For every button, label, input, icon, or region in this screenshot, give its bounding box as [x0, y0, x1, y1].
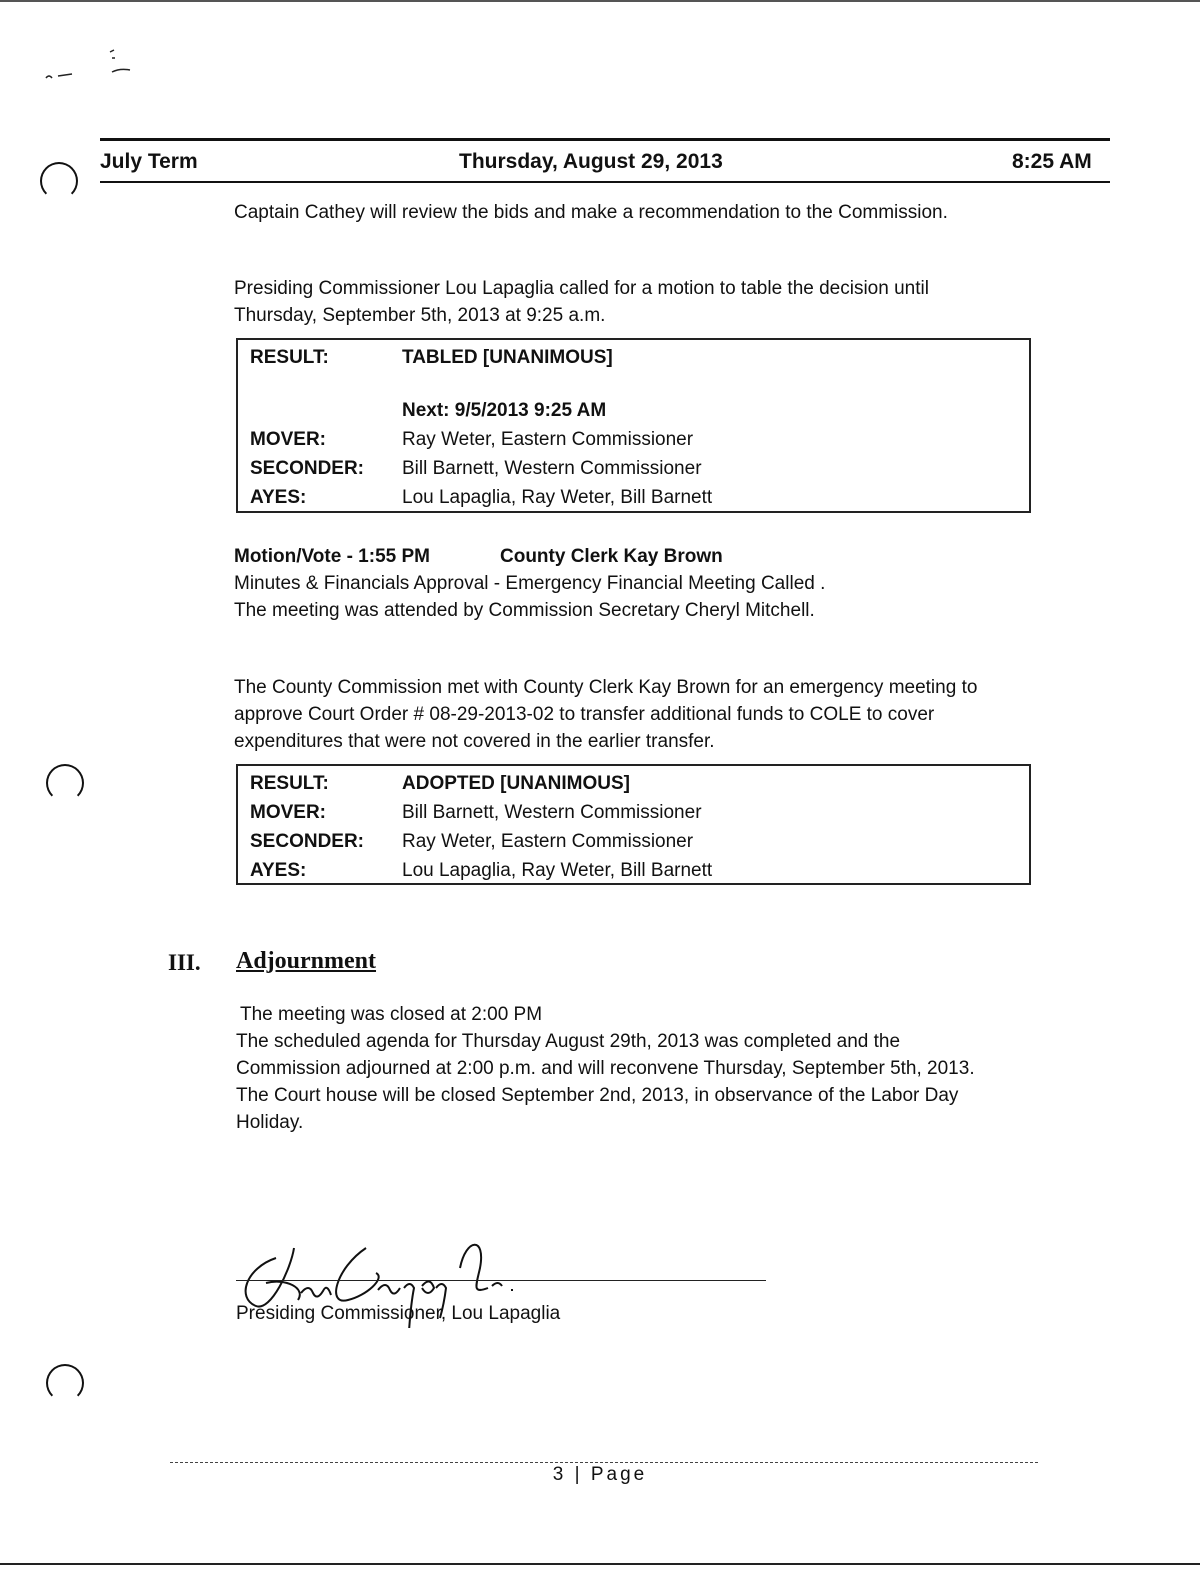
- emergency-para-line-3: expenditures that were not covered in the earlier transfer.: [234, 731, 715, 752]
- scan-bottom-edge: [0, 1563, 1200, 1565]
- punch-hole-top: [40, 162, 78, 200]
- adjournment-line-2: Commission adjourned at 2:00 p.m. and will reconvene Thursday, September 5th, 2013.: [236, 1058, 975, 1079]
- ayes-value: Lou Lapaglia, Ray Weter, Bill Barnett: [402, 860, 713, 881]
- table-call-line-1: Presiding Commissioner Lou Lapaglia called for a motion to table the decision until: [234, 278, 929, 299]
- result-value: ADOPTED [UNANIMOUS]: [402, 773, 630, 794]
- seconder-value: Bill Barnett, Western Commissioner: [402, 458, 702, 479]
- header-rule-top: [100, 138, 1110, 141]
- adjournment-line-4: Holiday.: [236, 1112, 304, 1133]
- punch-hole-bottom: [46, 1364, 84, 1402]
- vote-box-adopted: [236, 764, 1031, 885]
- emergency-para-line-2: approve Court Order # 08-29-2013-02 to transfer additional funds to COLE to cover: [234, 704, 935, 725]
- punch-hole-middle: [46, 764, 84, 802]
- ayes-label: AYES:: [250, 487, 307, 508]
- signature-line: [236, 1280, 766, 1281]
- header-term: July Term: [100, 150, 198, 173]
- motion-line-1: Minutes & Financials Approval - Emergency Financial Meeting Called .: [234, 573, 826, 594]
- section-title-adjournment: Adjournment: [236, 948, 377, 974]
- footer-rule: [170, 1462, 1038, 1463]
- table-call-line-2: Thursday, September 5th, 2013 at 9:25 a.m.: [234, 305, 606, 326]
- next-meeting-value: Next: 9/5/2013 9:25 AM: [402, 400, 607, 421]
- captain-paragraph: Captain Cathey will review the bids and make a recommendation to the Commission.: [234, 202, 948, 223]
- seconder-label: SECONDER:: [250, 831, 365, 852]
- section-number: III.: [168, 950, 201, 975]
- seconder-value: Ray Weter, Eastern Commissioner: [402, 831, 694, 852]
- header-time: 8:25 AM: [1012, 150, 1092, 173]
- result-label: RESULT:: [250, 773, 329, 794]
- adjournment-line-1: The scheduled agenda for Thursday August 29th, 2013 was completed and the: [236, 1031, 901, 1052]
- ayes-value: Lou Lapaglia, Ray Weter, Bill Barnett: [402, 487, 713, 508]
- mover-label: MOVER:: [250, 802, 326, 823]
- vote-box-tabled: [236, 338, 1031, 513]
- emergency-para-line-1: The County Commission met with County Clerk Kay Brown for an emergency meeting to: [234, 677, 978, 698]
- result-label: RESULT:: [250, 347, 329, 368]
- page-number: 3 | Page: [552, 1464, 648, 1485]
- scan-top-edge: [0, 0, 1200, 2]
- mover-value: Ray Weter, Eastern Commissioner: [402, 429, 694, 450]
- motion-heading: Motion/Vote - 1:55 PM: [234, 546, 430, 567]
- header-date: Thursday, August 29, 2013: [459, 150, 723, 173]
- adjournment-line-3: The Court house will be closed September 2nd, 2013, in observance of the Labor Day: [236, 1085, 959, 1106]
- mover-value: Bill Barnett, Western Commissioner: [402, 802, 702, 823]
- seconder-label: SECONDER:: [250, 458, 365, 479]
- result-value: TABLED [UNANIMOUS]: [402, 347, 613, 368]
- mover-label: MOVER:: [250, 429, 326, 450]
- ayes-label: AYES:: [250, 860, 307, 881]
- header-rule-bottom: [100, 181, 1110, 183]
- motion-clerk: County Clerk Kay Brown: [500, 546, 723, 567]
- adjournment-closed: The meeting was closed at 2:00 PM: [240, 1004, 543, 1025]
- motion-line-2: The meeting was attended by Commission Secretary Cheryl Mitchell.: [234, 600, 815, 621]
- signature-caption: Presiding Commissioner, Lou Lapaglia: [236, 1303, 561, 1324]
- scan-specks: [40, 40, 150, 90]
